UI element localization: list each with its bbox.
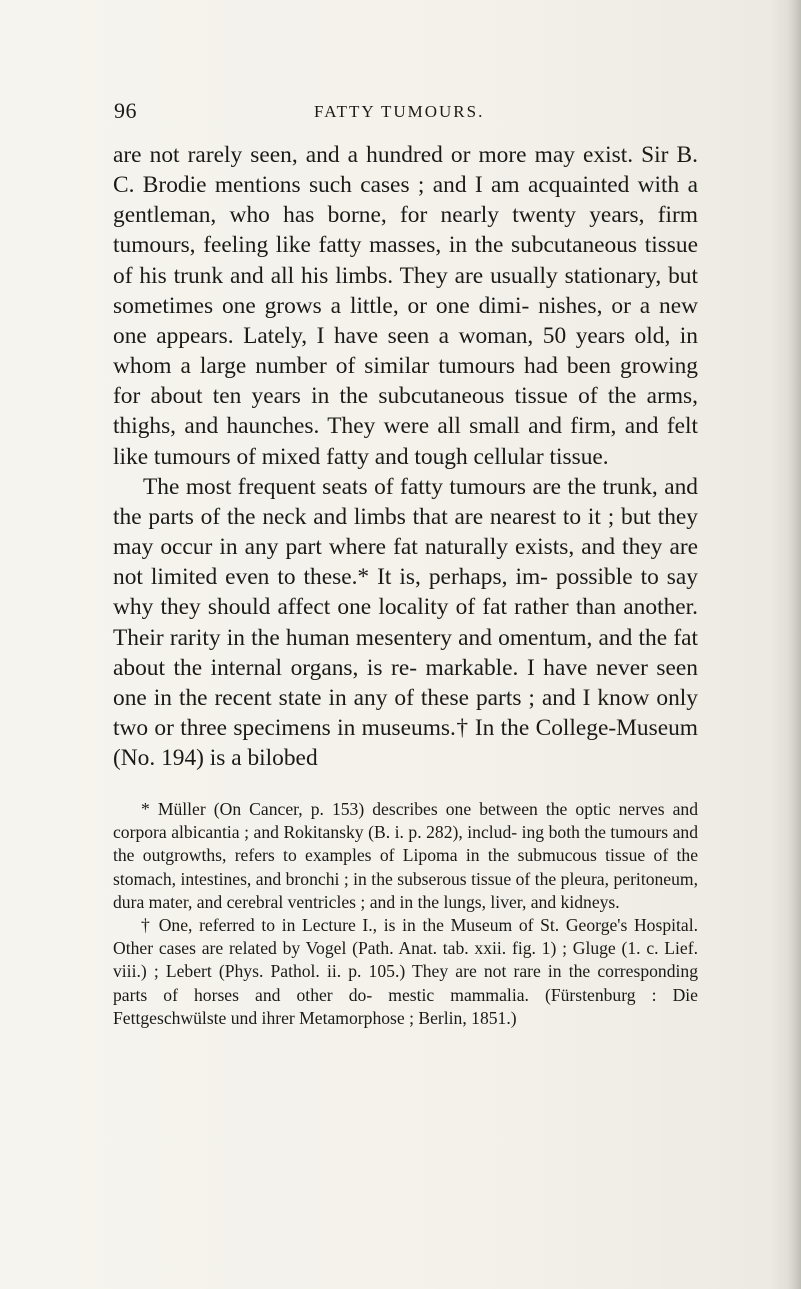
paragraph: The most frequent seats of fatty tumours are the trunk, and the parts of the neck and limbs that are nearest to it ; but they may occur in any part where fat naturally exists, and they are not limited even to these.* It is, perhaps, im- possible to say why they should affect one locality of fat rather than another. Their rarity in the human mesentery and omentum, and the fat about the internal organs, is re- markable. I have never seen one in the recent state in any of these parts ; and I know only two or three specimens in museums.† In the College-Museum (No. 194) is a bilobed [113, 473, 698, 772]
footnotes [113, 798, 698, 1030]
footnote-asterisk: * Müller (On Cancer, p. 153) describes one between the optic nerves and corpora albicantia ; and Rokitansky (B. i. p. 282), includ- ing both the tumours and the outgrowths, refers to examples of Lipoma in the submucous tissue of the stomach, intestines, and bronchi ; in the subserous tissue of the pleura, peritoneum, dura mater, and cerebral ventricles ; and in the lungs, liver, and kidneys. [113, 799, 698, 912]
page-header [114, 98, 700, 130]
main-text [113, 140, 698, 773]
page-number: 96 [114, 98, 137, 123]
footnote-dagger: † One, referred to in Lecture I., is in the Museum of St. George's Hospital. Other cases are related by Vogel (Path. Anat. tab. xxii. fig. 1) ; Gluge (1. c. Lief. viii.) ; Lebert (Phys. Pathol. ii. p. 105.) They are not rare in the corresponding parts of horses and other do- mestic mammalia. (Fürstenburg : Die Fettgeschwülste und ihrer Metamorphose ; Berlin, 1851.) [113, 915, 698, 1028]
page-edge-shadow [787, 0, 801, 1289]
paragraph-continued: are not rarely seen, and a hundred or more may exist. Sir B. C. Brodie mentions such cases ; and I am acquainted with a gentleman, who has borne, for nearly twenty years, firm tumours, feeling like fatty masses, in the subcutaneous tissue of his trunk and all his limbs. They are usually stationary, but sometimes one grows a little, or one dimi- nishes, or a new one appears. Lately, I have seen a woman, 50 years old, in whom a large number of similar tumours had been growing for about ten years in the subcutaneous tissue of the arms, thighs, and haunches. They were all small and firm, and felt like tumours of mixed fatty and tough cellular tissue. [113, 142, 698, 470]
running-title: FATTY TUMOURS. [314, 102, 485, 121]
